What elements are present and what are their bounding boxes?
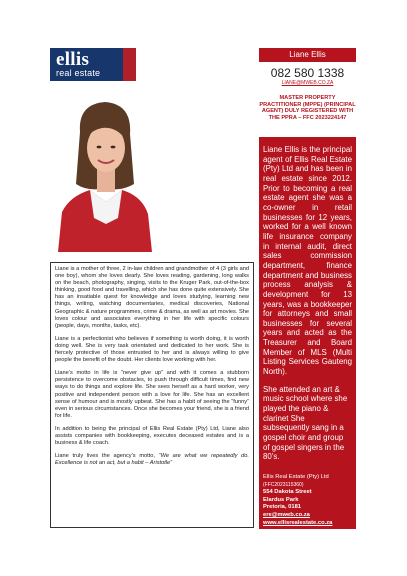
professional-profile-panel [259,137,356,544]
company-suburb: Elardus Park [263,496,299,503]
personal-paragraph-motto: Liane’s motto in life is “never give up” and with it comes a stubborn persistence to overcome obstacles, to push through difficult times, find new ways to do things and explore life. She sees herself as a hard worker, very positive and independent person with a love for life. She has an excellent sense of humour and is mostly upbeat. She has a habit of seeing the “funny” even in serious circumstances. Once she becomes your friend, she is a friend for life. [55,370,249,419]
company-street: 554 Dakota Street [263,489,312,496]
company-details [263,474,352,527]
company-city: Pretoria, 0181 [263,504,302,511]
company-email-link[interactable]: ere@mweb.co.za [263,511,310,518]
agent-email-link[interactable]: LIANE@MWEB.CO.ZA [281,80,334,86]
personal-paragraph-agency-motto [55,453,249,467]
company-registration: (FFC2023115360) [263,481,304,488]
agent-name-banner: Liane Ellis [259,48,356,62]
logo-wordmark: ellis [56,49,90,70]
music-bio: She attended an art & music school where she played the piano & clarinet She subsequently sang in a gospel choir and group of gospel singers in the 80’s. [263,384,348,462]
logo-accent [123,48,136,81]
personal-bio-box [50,262,254,528]
portrait-illustration [50,92,157,252]
agent-phone: 082 580 1338 [270,66,345,80]
agent-qualification: MASTER PROPERTY PRACTITIONER (MPPE) (PRINCIPAL AGENT) DULY REGISTERED WITH THE PPRA – FFC 2023224147 [259,95,356,121]
personal-paragraph-family: Liane is a mother of three, 2 in-law children and grandmother of 4 (3 girls and one boy), whom she loves dearly. She loves reading, gardening, long walks on the beach, photography, singing, visits to the Kruger Park, out-of-the-box thinking, good food and travelling, which she has done quite extensively. She has an insatiable quest for knowledge and loves studying, learning new things, writing, watching documentaries, medical discoveries, National Geographic & nature programmes, crime & drama, as well as art movies. She loves colour and associates everything in her life with specific colours (people, days, months, tasks, etc). [55,266,249,329]
contact-block [259,62,356,121]
personal-paragraph-character: Liane is a perfectionist who believes if something is worth doing, it is worth doing well. She is very task orientated and dedicated to her work. She is fiercely protective of those entrusted to her and is always willing to give people the benefit of the doubt. Her clients love working with her. [55,335,249,364]
agency-motto-intro: Liane truly lives the agency’s motto, [55,453,159,460]
tagline: … feeling at home with us [263,536,342,544]
agency-motto-quote: “We are what we repeatedly do. Excellence is not an act, but a habit – Aristotle” [55,453,249,467]
logo-subtitle: real estate [56,68,101,78]
company-website-link[interactable]: www.ellisrealestate.co.za [263,519,333,526]
personal-paragraph-work: In addition to being the principal of Ellis Real Estate (Pty) Ltd, Liane also assists companies with bookkeeping, executes deceased estates and is a business & life coach. [55,425,249,447]
company-name: Ellis Real Estate (Pty) Ltd [263,474,329,480]
agent-photo [50,92,157,252]
professional-bio: Liane Ellis is the principal agent of Ellis Real Estate (Pty) Ltd and has been in real estate since 2012. Prior to becoming a real estate agent she was a co-owner in retail businesses for 12 years, worked for a well known life insurance company in internal audit, direct sales commission department, finance department and business process analysis & development for 13 years, was a bookkeeper for attorneys and small businesses for several years and acted as the Treasurer and Board Member of MLS (Multi Listing Services Gauteng North). [263,145,352,377]
